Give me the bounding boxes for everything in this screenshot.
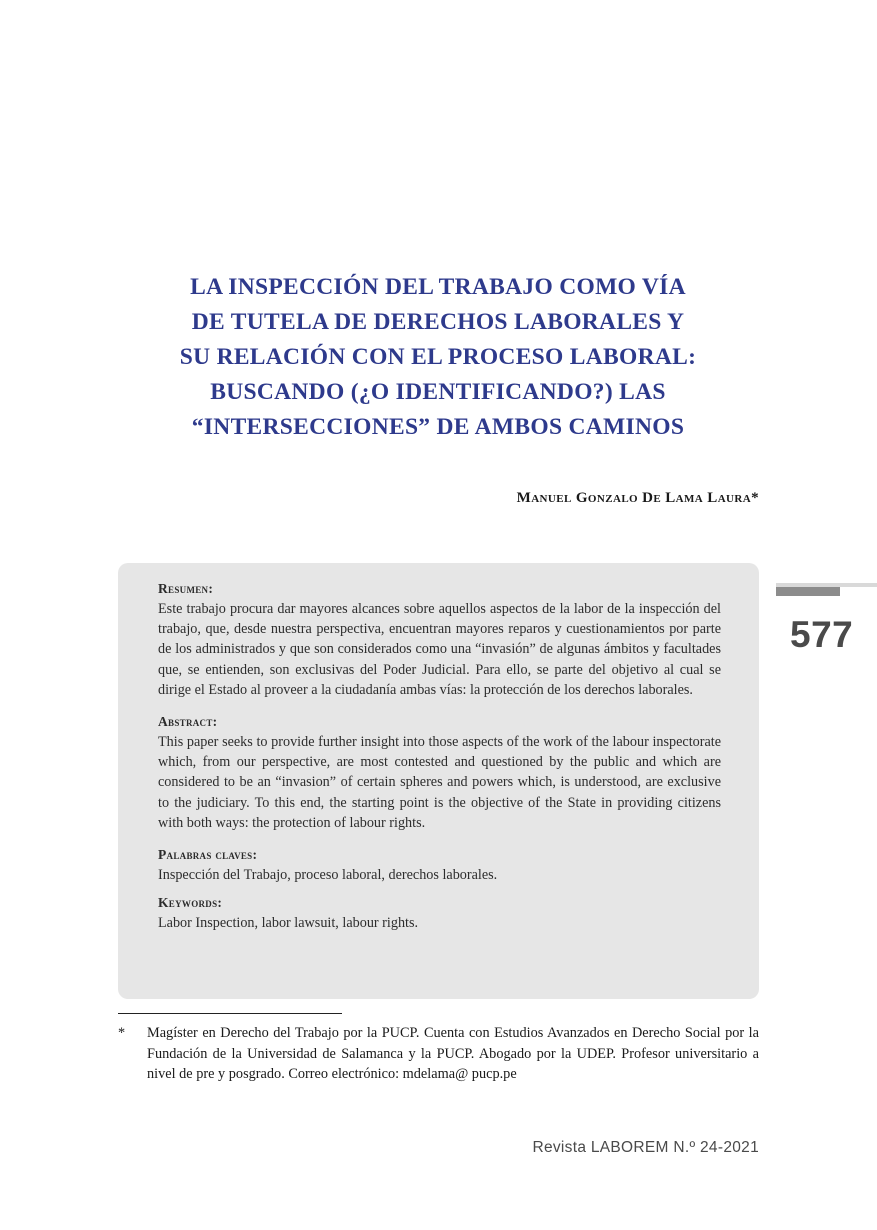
article-title (118, 270, 758, 445)
abstract-text: This paper seeks to provide further insight into those aspects of the work of the labour inspectorate which, from our perspective, are most contested and questioned by the public and which are considered to be an “invasion” of certain spheres and powers which, is understood, are exclusive to the judiciary. To this end, the starting point is the objective of the State in providing citizens with both ways: the protection of labour rights. (158, 734, 721, 831)
footnote-text: Magíster en Derecho del Trabajo por la PUCP. Cuenta con Estudios Avanzados en Derecho Social por la Fundación de la Universidad de Salamanca y la PUCP. Abogado por la UDEP. Profesor universitario a nivel de pre y posgrado. Correo electrónico: mdelama@ pucp.pe (147, 1025, 759, 1082)
resumen-text: Este trabajo procura dar mayores alcances sobre aquellos aspectos de la labor de la inspección del trabajo, que, desde nuestra perspectiva, encuentran mayores reparos y cuestionamientos por parte de los administrados y que son considerados como una “invasión” de algunas ámbitos y facultades que, se entienden, son exclusivas del Poder Judicial. Para ello, se parte del objetivo al cual se dirige el Estado al proveer a la ciudadanía ambas vías: la protección de los derechos laborales. (158, 601, 721, 698)
page-number: 577 (790, 614, 854, 655)
title-line: DE TUTELA DE DERECHOS LABORALES Y (191, 309, 685, 335)
keywords-text: Labor Inspection, labor lawsuit, labour rights. (158, 915, 419, 932)
palabras-claves-text: Inspección del Trabajo, proceso laboral, derechos laborales. (158, 867, 498, 884)
title-line: SU RELACIÓN CON EL PROCESO LABORAL: (179, 344, 697, 370)
keywords-heading: Keywords: (158, 895, 223, 911)
title-line: “INTERSECCIONES” DE AMBOS CAMINOS (191, 414, 685, 440)
footnote-divider (118, 1013, 342, 1014)
footnote (118, 1023, 759, 1085)
title-line: LA INSPECCIÓN DEL TRABAJO COMO VÍA (190, 274, 686, 300)
page-marker-bar-dark (776, 587, 840, 596)
abstract-content (158, 581, 721, 933)
journal-footer: Revista LABOREM N.º 24-2021 (532, 1139, 759, 1156)
footnote-mark: * (118, 1025, 126, 1041)
abstract-box (118, 563, 759, 999)
palabras-claves-heading: Palabras claves: (158, 847, 258, 863)
title-line: BUSCANDO (¿O IDENTIFICANDO?) LAS (210, 379, 666, 405)
abstract-heading: Abstract: (158, 714, 218, 730)
author-name: Manuel Gonzalo De Lama Laura* (516, 490, 759, 506)
resumen-heading: Resumen: (158, 581, 214, 596)
